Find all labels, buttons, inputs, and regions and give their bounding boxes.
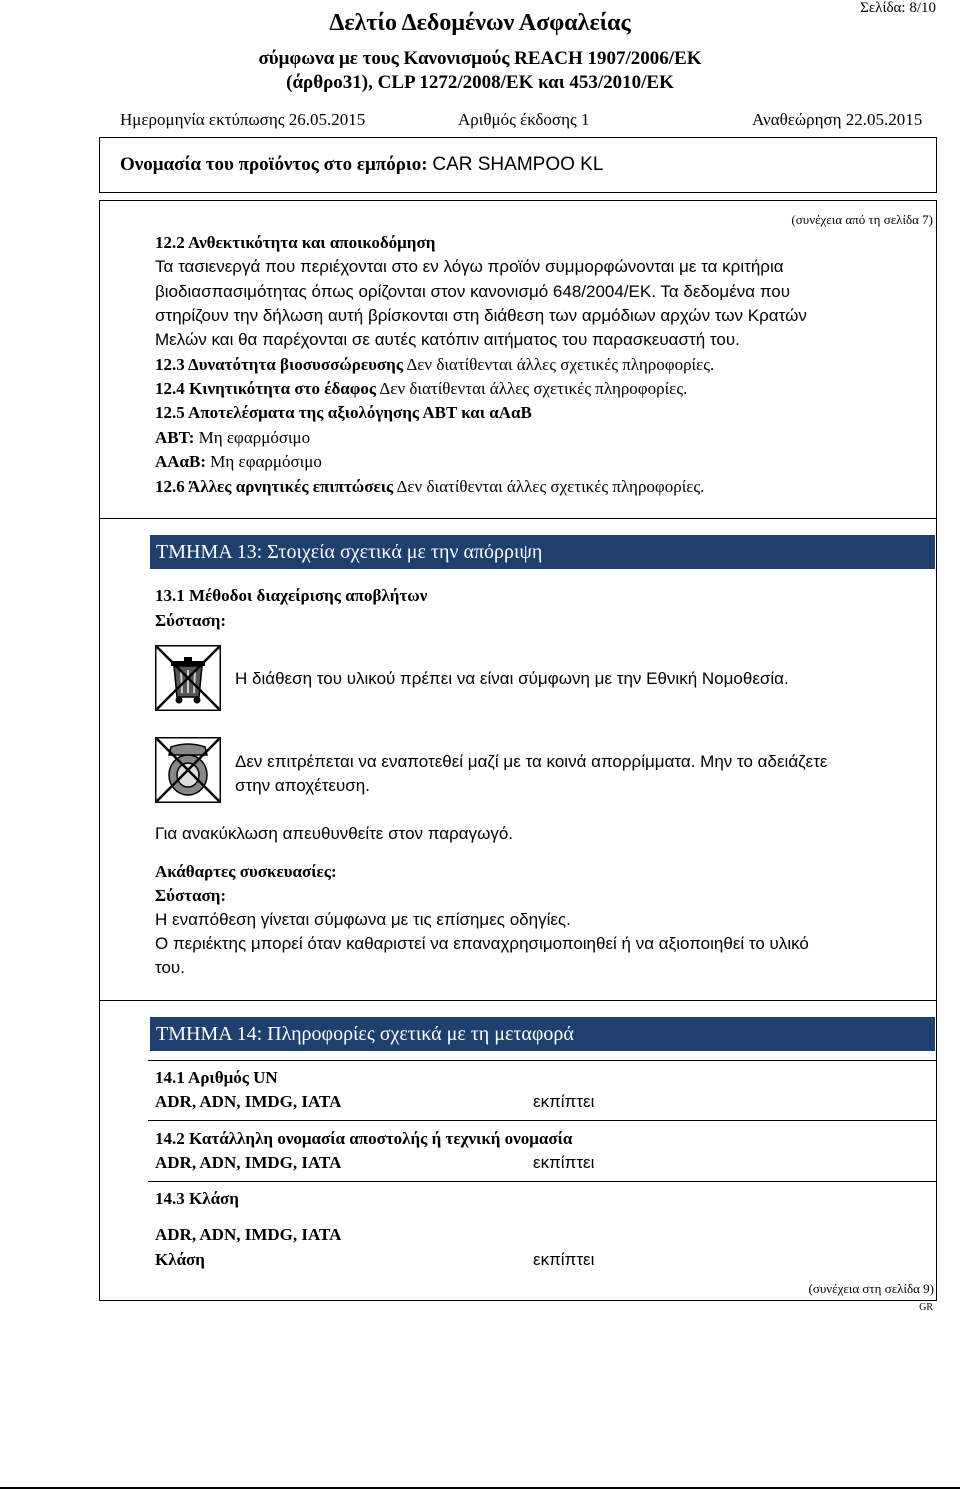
s13-recommendation-label: Σύσταση: [155, 611, 227, 630]
s12-3-row [155, 353, 714, 377]
crossed-out-wheelie-bin-icon [155, 645, 221, 711]
s12-2-line-2: βιοδιασπασιμότητας όπως ορίζονται στον κανονισμό 648/2004/ΕΚ. Τα δεδομένα που [155, 282, 791, 301]
s12-2-heading: 12.2 Ανθεκτικότητα και αποικοδόμηση [155, 233, 436, 252]
pictogram-2-line-1: Δεν επιτρέπεται να εναποτεθεί μαζί με τα κοινά απορρίμματα. Μην το αδειάζετε [235, 752, 828, 771]
packaging-heading: Ακάθαρτες συσκευασίες: [155, 862, 337, 881]
s12-2-line-4: Μελών και θα παρέχονται σε αυτές κατόπιν αιτήματος του παρασκευαστή του. [155, 330, 740, 349]
s12-2-line-3: στηρίζουν την δήλωση αυτή βρίσκονται στη διάθεση των αρμόδιων αρχών των Κρατών [155, 306, 807, 325]
document-subtitle-2: (άρθρο31), CLP 1272/2008/ΕΚ και 453/2010/ΕΚ [286, 72, 674, 93]
s14-3-label: ADR, ADN, IMDG, IATA [155, 1225, 342, 1244]
abt-row [155, 426, 310, 450]
s14-1-value: εκπίπτει [533, 1092, 595, 1111]
section-divider-14 [99, 1000, 937, 1001]
s12-5-heading: 12.5 Αποτελέσματα της αξιολόγησης ΑΒΤ και αΑαΒ [155, 403, 532, 422]
s12-4-text: Δεν διατίθενται άλλες σχετικές πληροφορίες. [379, 379, 688, 398]
continued-on-note: (συνέχεια στη σελίδα 9) [808, 1281, 934, 1296]
class-label: Κλάση [155, 1250, 205, 1269]
s12-3-text: Δεν διατίθενται άλλες σχετικές πληροφορίες. [406, 355, 715, 374]
pictogram-1-text: Η διάθεση του υλικού πρέπει να είναι σύμφωνη με την Εθνική Νομοθεσία. [235, 669, 789, 688]
product-name-value: CAR SHAMPOO KL [432, 154, 604, 175]
section-14-title: ΤΜΗΜΑ 14: Πληροφορίες σχετικά με τη μεταφορά [150, 1017, 935, 1051]
class-value: εκπίπτει [533, 1250, 595, 1269]
aaab-label: ΑΑαΒ: [155, 452, 207, 471]
s12-6-heading: 12.6 Άλλες αρνητικές επιπτώσεις [155, 477, 394, 496]
s14-2-value: εκπίπτει [533, 1153, 595, 1172]
document-title: Δελτίο Δεδομένων Ασφαλείας [329, 10, 631, 36]
abt-value: Μη εφαρμόσιμο [198, 428, 311, 447]
s12-4-heading: 12.4 Κινητικότητα στο έδαφος [155, 379, 377, 398]
abt-label: ΑΒΤ: [155, 428, 195, 447]
packaging-recommendation-label: Σύσταση: [155, 886, 227, 905]
issue-number: Αριθμός έκδοσης 1 [458, 110, 590, 129]
s12-6-text: Δεν διατίθενται άλλες σχετικές πληροφορίες. [396, 477, 705, 496]
product-name-label: Ονομασία του προϊόντος στο εμπόριο: [120, 154, 428, 175]
s14-3-heading: 14.3 Κλάση [155, 1189, 239, 1208]
s12-6-row [155, 475, 704, 499]
print-date: Ημερομηνία εκτύπωσης 26.05.2015 [120, 110, 366, 129]
country-code: GR [919, 1302, 933, 1313]
aaab-row [155, 450, 322, 474]
packaging-line-2: Ο περιέκτης μπορεί όταν καθαριστεί να επαναχρησιμοποιηθεί ή να αξιοποιηθεί το υλικό [155, 934, 809, 953]
revision-date: Αναθεώρηση 22.05.2015 [752, 110, 923, 129]
no-toilet-disposal-icon [155, 737, 221, 803]
s14-2-label: ADR, ADN, IMDG, IATA [155, 1153, 342, 1172]
pictogram-2-line-2: στην αποχέτευση. [235, 776, 370, 795]
section-divider-13 [99, 518, 937, 519]
s14-2-heading: 14.2 Κατάλληλη ονομασία αποστολής ή τεχνική ονομασία [155, 1129, 573, 1148]
s14-1-label: ADR, ADN, IMDG, IATA [155, 1092, 342, 1111]
s14-1-rule [148, 1060, 937, 1061]
content-frame-bottom [99, 1300, 937, 1301]
packaging-line-3: του. [155, 958, 185, 977]
s13-1-heading: 13.1 Μέθοδοι διαχείρισης αποβλήτων [155, 586, 428, 605]
packaging-line-1: Η εναπόθεση γίνεται σύμφωνα με τις επίσημες οδηγίες. [155, 910, 571, 929]
s14-2-rule [148, 1120, 937, 1121]
s14-3-rule [148, 1181, 937, 1182]
page-number: Σελίδα: 8/10 [860, 0, 936, 16]
recycle-text: Για ανακύκλωση απευθυνθείτε στον παραγωγό. [155, 824, 514, 843]
document-subtitle-1: σύμφωνα με τους Κανονισμούς REACH 1907/2006/ΕΚ [258, 48, 702, 69]
product-name-row [120, 154, 603, 176]
s12-2-line-1: Τα τασιενεργά που περιέχονται στο εν λόγω προϊόν συμμορφώνονται με τα κριτήρια [155, 257, 784, 276]
continued-from-note: (συνέχεια από τη σελίδα 7) [791, 212, 933, 227]
aaab-value: Μη εφαρμόσιμο [210, 452, 322, 471]
s14-1-heading: 14.1 Αριθμός UN [155, 1068, 278, 1087]
section-13-title: ΤΜΗΜΑ 13: Στοιχεία σχετικά με την απόρριψη [150, 535, 935, 569]
s12-3-heading: 12.3 Δυνατότητα βιοσυσσώρευσης [155, 355, 404, 374]
s12-4-row [155, 377, 687, 401]
